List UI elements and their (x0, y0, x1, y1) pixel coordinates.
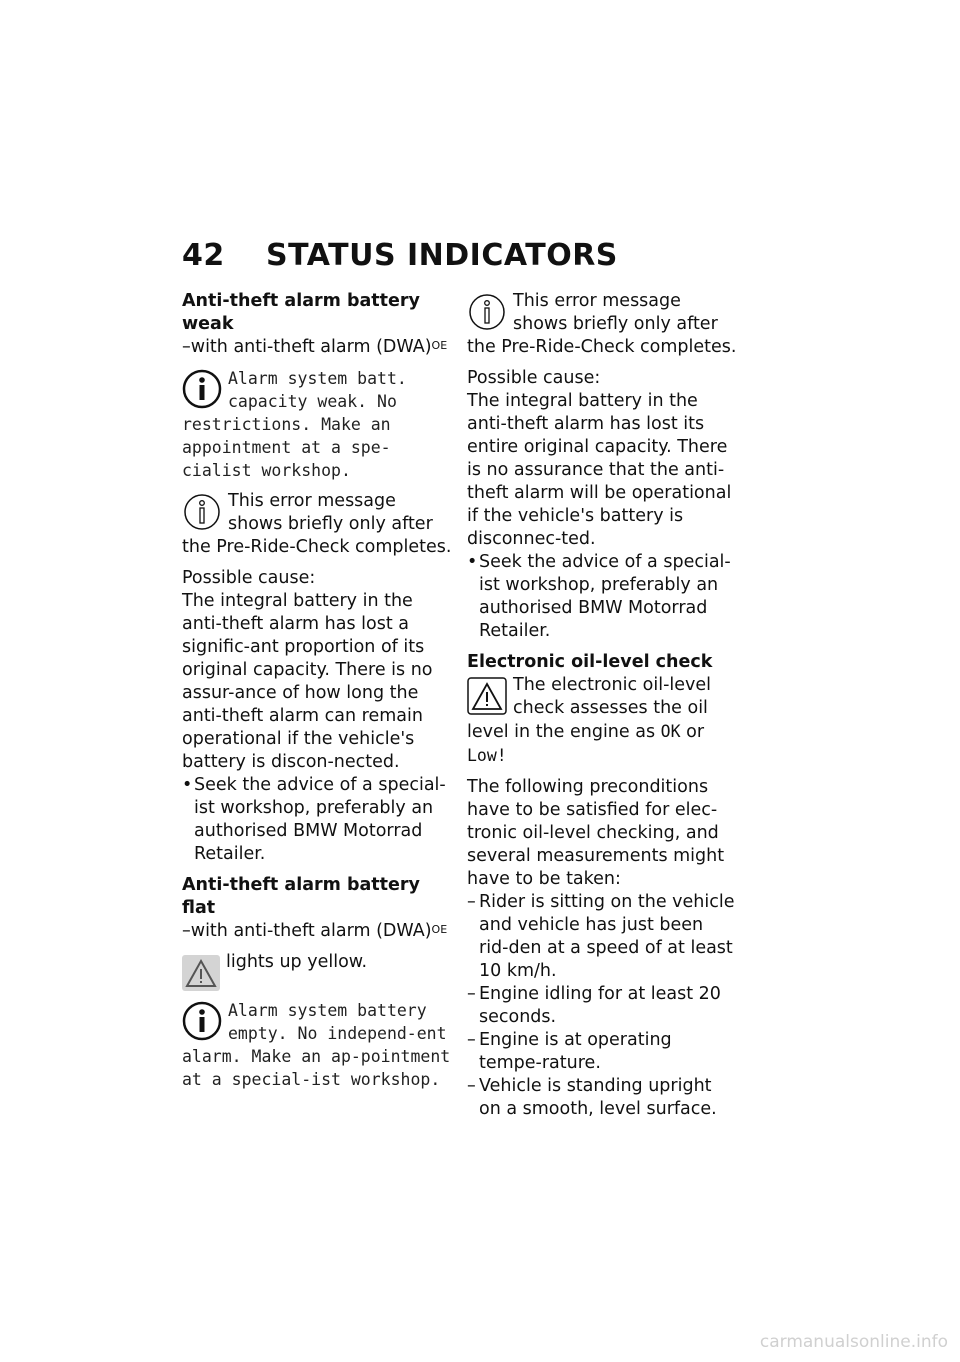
cause-label-right: Possible cause: (467, 368, 601, 388)
subtitle-text: –with anti-theft alarm (DWA) (182, 921, 432, 941)
ok-value: OK (660, 722, 681, 741)
intro-text: The electronic oil-level check assesses the oil level in the engine as (467, 675, 712, 742)
oil-level-intro-block (467, 674, 737, 768)
precondition-text: Engine idling for at least 20 seconds. (479, 984, 721, 1027)
precondition-text: Vehicle is standing upright on a smooth, level surface. (479, 1076, 717, 1119)
oe-superscript: OE (431, 339, 448, 352)
cause-text-left: The integral battery in the anti-theft alarm has lost a signific-ant proportion of its original capacity. There is no assur-ance of how long the anti-theft alarm can remain operational if the vehicle's battery is discon-nected. (182, 591, 433, 772)
precondition-item (467, 891, 737, 983)
oil-level-intro (467, 674, 737, 768)
page-title: STATUS INDICATORS (266, 238, 618, 273)
bullet-item-left (182, 774, 452, 866)
lights-up-text: lights up yellow. (226, 952, 368, 972)
bullet-icon: • (182, 775, 193, 795)
dash-icon: – (467, 1030, 476, 1050)
dash-icon: – (467, 984, 476, 1004)
note-text-left: This error message shows briefly only after the Pre-Ride-Check completes. (182, 491, 452, 557)
dash-icon: – (467, 892, 476, 912)
note-block-left (182, 490, 452, 559)
low-value: Low! (467, 746, 507, 765)
bullet-icon: • (467, 552, 478, 572)
right-column (467, 290, 737, 1121)
oe-superscript: OE (431, 923, 448, 936)
dash-icon: – (467, 1076, 476, 1096)
bullet-text: Seek the advice of a special-ist workshop, preferably an authorised BMW Motorrad Retailer. (479, 552, 731, 641)
bullet-item-right (467, 551, 737, 643)
precondition-item (467, 1029, 737, 1075)
note-block-right (467, 290, 737, 359)
message-battery-flat: Alarm system battery empty. No independ-ent alarm. Make an ap-pointment at a special-ist workshop. (182, 1001, 451, 1089)
info-icon (182, 369, 222, 409)
info-icon (182, 1001, 222, 1041)
message-battery-weak: Alarm system batt. capacity weak. No restrictions. Make an appointment at a spe-cialist workshop. (182, 369, 407, 480)
or-text: or (686, 722, 705, 742)
info-block-battery-weak (182, 367, 452, 482)
section-title-battery-flat: Anti-theft alarm battery flat (182, 875, 420, 918)
section-title-oil-level: Electronic oil-level check (467, 652, 713, 672)
section-subtitle-dwa (182, 336, 452, 359)
page-number: 42 (182, 238, 225, 273)
precondition-text: Engine is at operating tempe-rature. (479, 1030, 672, 1073)
precondition-item (467, 1075, 737, 1121)
precondition-text: Rider is sitting on the vehicle and vehicle has just been rid-den at a speed of at least 10 km/h. (479, 892, 735, 981)
precondition-item (467, 983, 737, 1029)
info-outline-icon (182, 492, 222, 532)
note-text-right: This error message shows briefly only after the Pre-Ride-Check completes. (467, 291, 737, 357)
section-title-battery-weak: Anti-theft alarm battery weak (182, 291, 420, 334)
cause-text-right: The integral battery in the anti-theft alarm has lost its entire original capacity. There is no assurance that the anti-theft alarm will be operational if the vehicle's battery is disconnec-ted. (467, 391, 732, 549)
subtitle-text: –with anti-theft alarm (DWA) (182, 337, 432, 357)
bullet-text: Seek the advice of a special-ist workshop, preferably an authorised BMW Motorrad Retailer. (194, 775, 446, 864)
info-outline-icon (467, 292, 507, 332)
info-block-battery-flat (182, 999, 452, 1091)
section-subtitle-dwa-2 (182, 920, 452, 943)
watermark: carmanualsonline.info (759, 1332, 948, 1352)
cause-label-left: Possible cause: (182, 568, 316, 588)
left-column (182, 290, 452, 1091)
page-header (182, 238, 618, 273)
preconditions-text: The following preconditions have to be satisfied for elec-tronic oil-level checking, and several measurements might have to be taken: (467, 777, 725, 889)
warning-block-yellow (182, 951, 452, 991)
warning-triangle-grey-icon (182, 955, 220, 991)
warning-triangle-outline-icon (467, 676, 507, 716)
